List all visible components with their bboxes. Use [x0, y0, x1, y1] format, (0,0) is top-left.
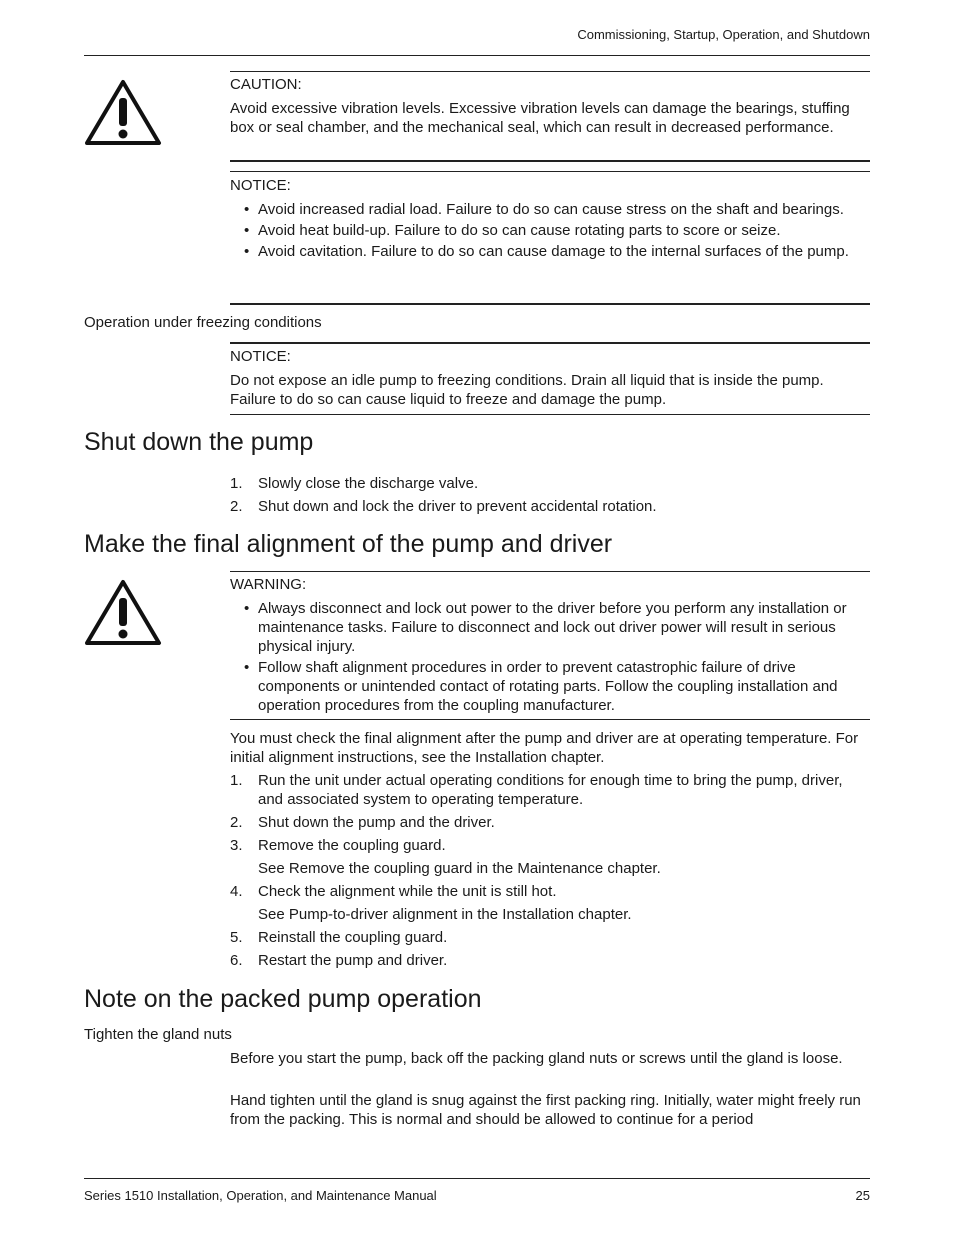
step-number: 6.: [230, 952, 243, 969]
warning-bullet-item: • Follow shaft alignment procedures in order to prevent catastrophic failure of drive components or unintended contact of rotating parts. Follow the coupling installation and operation procedures from the coupling manufacturer.: [244, 658, 870, 715]
caution-label: CAUTION:: [230, 76, 302, 93]
shutdown-heading: Shut down the pump: [84, 428, 314, 456]
step-item: [230, 474, 870, 493]
warning-bottom-rule: [230, 719, 870, 720]
notice-bullet-item: • Avoid cavitation. Failure to do so can cause damage to the internal surfaces of the pump.: [244, 242, 870, 261]
step-text: Check the alignment while the unit is still hot.: [258, 883, 557, 900]
step-item: [230, 928, 870, 947]
packed-heading: Note on the packed pump operation: [84, 985, 482, 1013]
caution-bottom-rule: [230, 160, 870, 162]
footer-manual-title: Series 1510 Installation, Operation, and Maintenance Manual: [84, 1188, 437, 1203]
step-number: 5.: [230, 929, 243, 946]
alignment-intro: You must check the final alignment after the pump and driver are at operating temperature. For initial alignment instructions, see the Installation chapter.: [230, 730, 859, 766]
notice-bullet-list: [244, 200, 870, 263]
step-number: 2.: [230, 498, 243, 515]
step-note: See Pump-to-driver alignment in the Installation chapter.: [258, 906, 632, 923]
step-number: 2.: [230, 814, 243, 831]
step-number: 1.: [230, 772, 243, 789]
step-text: Shut down and lock the driver to prevent accidental rotation.: [258, 498, 657, 515]
caution-top-rule: [230, 71, 870, 72]
packed-paragraph: Before you start the pump, back off the packing gland nuts or screws until the gland is loose.: [230, 1050, 843, 1067]
step-text: Remove the coupling guard.: [258, 837, 446, 854]
warning-bullet-item: • Always disconnect and lock out power to the driver before you perform any installation or maintenance tasks. Failure to disconnect and lock out driver power will result in serious physical injury.: [244, 599, 870, 656]
warning-top-rule: [230, 571, 870, 572]
step-text: Shut down the pump and the driver.: [258, 814, 495, 831]
packed-paragraph: Hand tighten until the gland is snug against the first packing ring. Initially, water might freely run from the packing. This is normal and should be allowed to continue for a period: [230, 1092, 861, 1128]
alignment-heading: Make the final alignment of the pump and driver: [84, 530, 613, 558]
freezing-notice-text: Do not expose an idle pump to freezing conditions. Drain all liquid that is inside the pump. Failure to do so can cause liquid to freeze and damage the pump.: [230, 372, 824, 408]
step-number: 4.: [230, 883, 243, 900]
step-text: Reinstall the coupling guard.: [258, 929, 448, 946]
step-item: [230, 813, 870, 832]
step-item: [230, 771, 870, 809]
freezing-notice-top-rule: [230, 342, 870, 344]
warning-label: WARNING:: [230, 576, 307, 593]
alignment-steps: [230, 771, 870, 974]
step-note: See Remove the coupling guard in the Maintenance chapter.: [258, 860, 661, 877]
step-item: [230, 836, 870, 855]
step-item: [230, 951, 870, 970]
warning-triangle-icon: [84, 578, 162, 646]
footer-rule: [84, 1178, 870, 1179]
freezing-notice-label: NOTICE:: [230, 348, 291, 365]
notice-label: NOTICE:: [230, 177, 291, 194]
header-rule: [84, 55, 870, 56]
notice-bullet-item: • Avoid increased radial load. Failure to do so can cause stress on the shaft and bearings.: [244, 200, 870, 219]
freezing-notice-bottom-rule: [230, 414, 870, 415]
notice-bottom-rule: [230, 303, 870, 305]
shutdown-steps: [230, 474, 870, 520]
running-header: Commissioning, Startup, Operation, and Shutdown: [577, 27, 870, 42]
gland-subheading: Tighten the gland nuts: [84, 1026, 232, 1043]
warning-triangle-icon: [84, 78, 162, 146]
freezing-heading: Operation under freezing conditions: [84, 314, 322, 331]
step-number: 1.: [230, 475, 243, 492]
step-text: Restart the pump and driver.: [258, 952, 448, 969]
notice-bullet-item: • Avoid heat build-up. Failure to do so can cause rotating parts to score or seize.: [244, 221, 870, 240]
step-item: [230, 882, 870, 901]
step-item: [230, 497, 870, 516]
notice-top-rule: [230, 171, 870, 172]
caution-text: Avoid excessive vibration levels. Excessive vibration levels can damage the bearings, stuffing box or seal chamber, and the mechanical seal, which can result in decreased performance.: [230, 100, 850, 136]
warning-bullet-list: [244, 599, 870, 717]
step-number: 3.: [230, 837, 243, 854]
step-text: Run the unit under actual operating conditions for enough time to bring the pump, driver, and associated system to operating temperature.: [258, 772, 843, 808]
page-number: 25: [855, 1188, 870, 1203]
step-text: Slowly close the discharge valve.: [258, 475, 479, 492]
